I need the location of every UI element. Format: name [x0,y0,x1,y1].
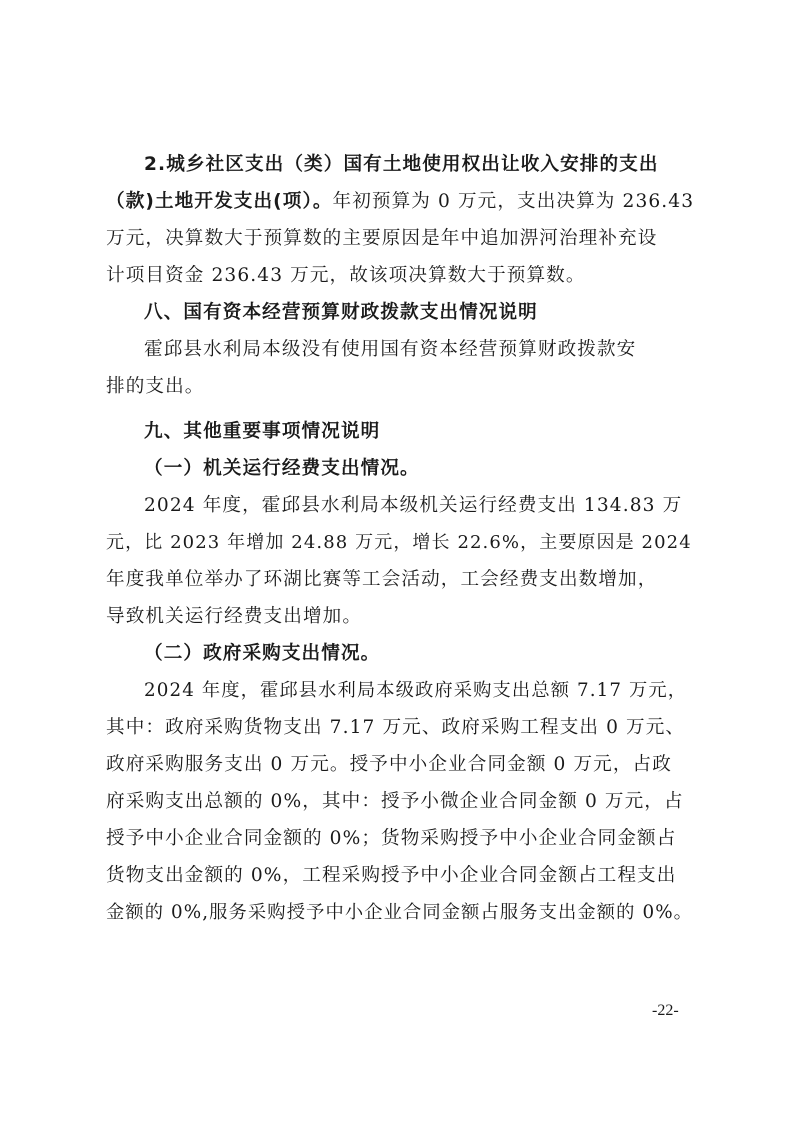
paragraph-line: 霍邱县水利局本级没有使用国有资本经营预算财政拨款安 [144,339,637,360]
paragraph-line: 货物支出金额的 0%，工程采购授予中小企业合同金额占工程支出 [106,865,677,886]
subheading-1: （一）机关运行经费支出情况。 [144,458,420,479]
paragraph-line: 元，比 2023 年增加 24.88 万元，增长 22.6%，主要原因是 2024 [106,532,692,553]
paragraph-line: 金额的 0%,服务采购授予中小企业合同金额占服务支出金额的 0%。 [106,902,694,923]
paragraph-line: 其中：政府采购货物支出 7.17 万元、政府采购工程支出 0 万元、 [106,717,686,738]
paragraph-line: 排的支出。 [106,376,205,397]
section-heading-8: 八、国有资本经营预算财政拨款支出情况说明 [144,302,538,323]
page-number: -22- [652,1002,679,1019]
paragraph-line: 年度我单位举办了环湖比赛等工会活动，工会经费支出数增加， [106,569,658,590]
paragraph-line [106,183,695,220]
section-heading-9: 九、其他重要事项情况说明 [144,421,381,442]
paragraph-line: 政府采购服务支出 0 万元。授予中小企业合同金额 0 万元，占政 [106,754,672,775]
paragraph-line: 导致机关运行经费支出增加。 [106,606,363,627]
paragraph-line: 万元，决算数大于预算数的主要原因是年中追加淠河治理补充设 [106,228,658,249]
subheading-2: （二）政府采购支出情况。 [144,643,381,664]
bold-item-title: （款)土地开发支出(项）。 [106,191,333,212]
paragraph-line: 计项目资金 236.43 万元，故该项决算数大于预算数。 [106,265,586,286]
paragraph-line: 2024 年度，霍邱县水利局本级政府采购支出总额 7.17 万元， [144,680,688,701]
paragraph-line: 府采购支出总额的 0%，其中：授予小微企业合同金额 0 万元，占 [106,791,684,812]
paragraph-line: 授予中小企业合同金额的 0%；货物采购授予中小企业合同金额占 [106,828,677,849]
paragraph-line: 2.城乡社区支出（类）国有土地使用权出让收入安排的支出 [144,154,659,175]
document-body [106,146,695,931]
paragraph-line: 2024 年度，霍邱县水利局本级机关运行经费支出 134.83 万 [144,495,683,516]
paragraph-text: 年初预算为 0 万元，支出决算为 236.43 [332,191,695,212]
